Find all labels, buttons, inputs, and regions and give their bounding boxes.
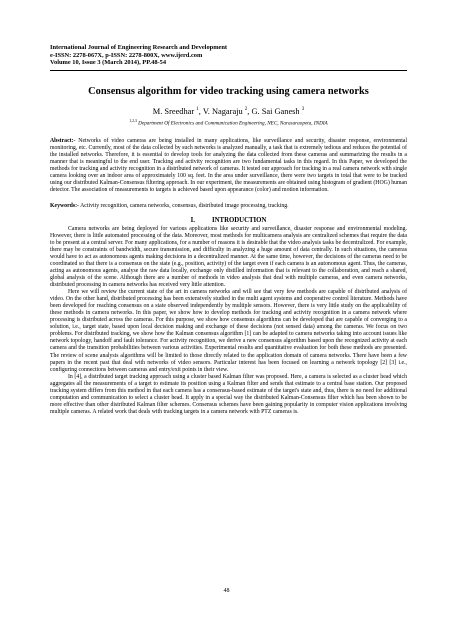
affiliation-text: Department Of Electronics and Communication Engineering, NEC, Narasaraopeta, INDIA xyxy=(138,120,328,127)
keywords-label: Keywords:- xyxy=(50,202,79,209)
affiliation-superscript: 1,2,3 xyxy=(129,118,137,123)
author-superscript: 3 xyxy=(301,106,305,112)
author-name: V. Nagaraju xyxy=(202,106,243,116)
affiliation xyxy=(50,118,407,127)
abstract-label: Abstract:- xyxy=(50,137,76,144)
section-heading xyxy=(50,217,407,225)
body-paragraph: Camera networks are being deployed for various applications like security and surveillance, disaster response and environmental modeling. However, there is little automated processing of the data. Moreover, most methods for multicamera analysis are centralized schemes that require the data to be present at a central server. For many applications, for a number of reasons it is desirable that the video analysis tasks be decentralized. For example, there may be constraints of bandwidth, secure transmission, and difficulty in analyzing a huge amount of data centrally. In such situations, the cameras would have to act as autonomous agents making decisions in a decentralized manner. At the same time, however, the decisions of the cameras need to be coordinated so that there is a consensus on the state (e.g., position, activity) of the target even if each camera is an autonomous agent. Thus, the cameras, acting as autonomous agents, analyse the raw data locally, exchange only distilled information that is relevant to the collaboration, and reach a shared, global analysis of the scene. Although there are a number of methods in video analysis that deal with multiple cameras, and even camera networks, distributed processing in camera networks has received very little attention. xyxy=(50,225,407,289)
journal-name: International Journal of Engineering Research and Development xyxy=(50,44,228,51)
author-name: G. Sai Ganesh xyxy=(251,106,300,116)
page-number: 48 xyxy=(223,588,230,594)
author-separator: , xyxy=(247,106,252,116)
author-list xyxy=(50,105,407,117)
author-name: M. Sreedhar xyxy=(152,106,195,116)
introduction-body xyxy=(50,226,407,416)
body-paragraph: In [4], a distributed target tracking approach using a cluster based Kalman filter was proposed. Here, a camera is selected as a cluster head which aggregates all the measurements of a target to estimate its position using a Kalman filter and sends that estimate to a central base station. Our proposed tracking system differs from this method in that each camera has a consensus-based estimate of the target's state and, thus, there is no need for additional computation and communication to select a cluster head. It apply in a special way the distributed Kalman-Consensus filter which has been shown to be more effective than other distributed Kalman filter schemes. Consensus schemes have been gaining popularity in computer vision applications involving multiple cameras. A related work that deals with tracking targets in a camera network with PTZ cameras is. xyxy=(50,373,407,415)
section-heading-text: I. INTRODUCTION xyxy=(190,216,267,224)
author-separator: , xyxy=(198,106,203,116)
journal-issn: e-ISSN: 2278-067X, p-ISSN: 2278-800X, www.ijerd.com xyxy=(50,51,203,59)
keywords-text: Activity recognition, camera networks, consensus, distributed image processing, tracking. xyxy=(78,202,289,209)
keywords xyxy=(50,203,407,210)
body-paragraph: Here we will review the current state of the art in camera networks and will see that very few methods are capable of distributed analysis of video. On the other hand, distributed processing has been extensively studied in the multi agent systems and cooperative control literature. Methods have been developed for reaching consensus on a state observed independently by multiple sensors. However, there is very little study on the applicability of these methods in camera networks. In this paper, we show how to develop methods for tracking and activity recognition in a camera network where processing is distributed across the cameras. For this purpose, we show how consensus algorithms can be developed that are capable of converging to a solution, i.e., target state, based upon local decision making and exchange of these decisions (not sensed data) among the cameras. We focus on two problems. For distributed tracking, we show how the Kalman consensus algorithm [1] can be adapted to camera networks taking into account issues like network topology, handoff and fault tolerance. For activity recognition, we derive a new consensus algorithm based upon the recognized activity at each camera and the transition probabilities between various activities. Experimental results and quantitative evaluation for both these methods are presented. The review of scene analysis algorithms will be limited to those directly related to the application domain of camera networks. There have been a few papers in the recent past that deal with networks of video sensors. Particular interest has been focused on learning a network topology [2] [3] i.e., configuring connections between cameras and entry/exit points in their view. xyxy=(50,289,407,373)
journal-volume: Volume 10, Issue 3 (March 2014), PP.48-54 xyxy=(50,59,167,67)
header-rule xyxy=(50,70,407,71)
abstract xyxy=(50,138,407,195)
journal-header xyxy=(50,44,407,67)
abstract-text: Networks of video cameras are being installed in many applications, like surveillance and security, disaster response, environmental monitoring, etc. Currently, most of the data collected by such networks is analyzed manually, a task that is extremely tedious and reduces the potential of the installed networks. Therefore, it is essential to develop tools for analyzing the data collected from these cameras and summarizing the results in a manner that is meaningful to the end user. Tracking and activity recognition are two fundamental tasks in this regard. In this Paper, we developed the methods for tracking and activity recognition in a distributed network of cameras. It tested our approach for tracking in a real camera network with single camera looking over an indoor area of approximately 100 sq. feet. In the area under surveillance, there were two targets in total that were to be tracked using our distributed Kalman-Consensus filtering approach. In our experiment, the measurements are obtained using histogram of gradient (HOG) human detector. The association of measurements to targets is achieved based upon appearance (color) and motion information. xyxy=(50,137,407,194)
author-superscript: 1 xyxy=(196,106,199,112)
author-superscript: 2 xyxy=(244,106,248,112)
paper-title: Consensus algorithm for video tracking using camera networks xyxy=(88,85,369,97)
